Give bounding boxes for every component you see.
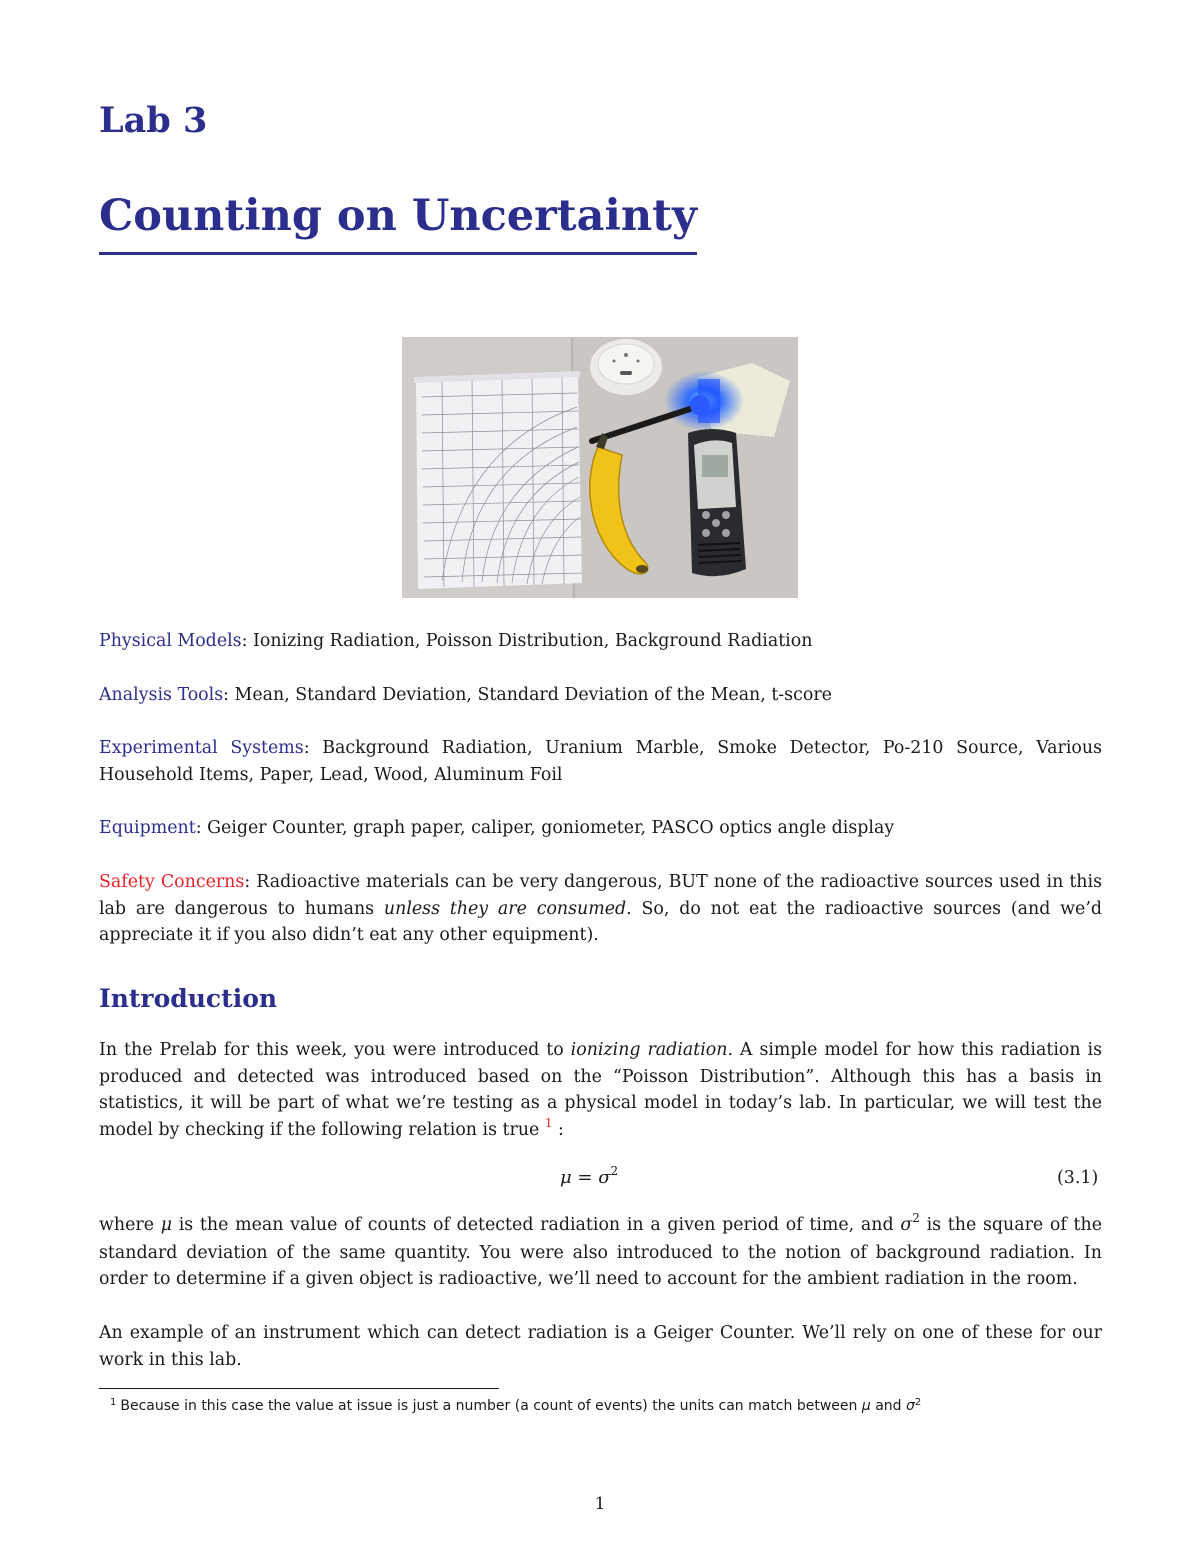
intro-paragraph-1: In the Prelab for this week, you were introduced to ionizing radiation. A simple model for how this radiation is produced and detected was introduced based on the “Poisson Distribution”. Although this has a basis in statistics, it will be part of what we’re testing as a physical model in today’s lab. In particular, we will test the model by checking if the following relation is true $^1$ : xyxy=(99,1040,1102,1140)
footnote-marker[interactable]: 1 xyxy=(544,1115,553,1130)
footnote-divider xyxy=(99,1388,499,1389)
page-number: 1 xyxy=(594,1494,606,1514)
safety-concerns: Safety Concerns: Radioactive materials can be very dangerous, BUT none of the radioactive sources used in this lab are dangerous to humans unless they are consumed. So, do not eat the radioactive sources (and we’d appreciate it if you also didn’t eat any other equipment). xyxy=(99,872,1102,945)
experimental-systems: Experimental Systems: Background Radiation, Uranium Marble, Smoke Detector, Po-210 Source, Various Household Items, Paper, Lead, Wood, Aluminum Foil xyxy=(99,738,1103,785)
graph-paper xyxy=(414,371,582,589)
equation-number: (3.1) xyxy=(1057,1168,1099,1188)
page-title: Counting on Uncertainty xyxy=(99,191,697,241)
geiger-counter xyxy=(688,429,746,576)
physical-models: Physical Models: Ionizing Radiation, Poisson Distribution, Background Radiation xyxy=(99,631,813,651)
title-underline xyxy=(99,252,697,255)
equipment-photo xyxy=(402,337,798,598)
smoke-detector xyxy=(590,339,662,395)
intro-paragraph-2: where μ is the mean value of counts of detected radiation in a given period of time, and $\sigma^2$ is the square of the standard deviation of the same quantity. You were also introduced to the notion of background radiation. In order to determine if a given object is radioactive, we’ll need to account for the ambient radiation in the room. xyxy=(99,1211,1102,1289)
equipment-list: Equipment: Geiger Counter, graph paper, caliper, goniometer, PASCO optics angle display xyxy=(99,818,895,838)
footnote-1: $^1$ Because in this case the value at issue is just a number (a count of events) the units can match between μ and σ$^2$ xyxy=(110,1397,922,1414)
intro-paragraph-3: An example of an instrument which can detect radiation is a Geiger Counter. We’ll rely on one of these for our work in this lab. xyxy=(99,1323,1102,1370)
analysis-tools: Analysis Tools: Mean, Standard Deviation, Standard Deviation of the Mean, t-score xyxy=(99,685,832,705)
lab-number: Lab 3 xyxy=(99,100,208,141)
equation-3-1: $\mu = \sigma^2$ xyxy=(560,1164,619,1188)
section-heading-introduction: Introduction xyxy=(99,984,278,1013)
